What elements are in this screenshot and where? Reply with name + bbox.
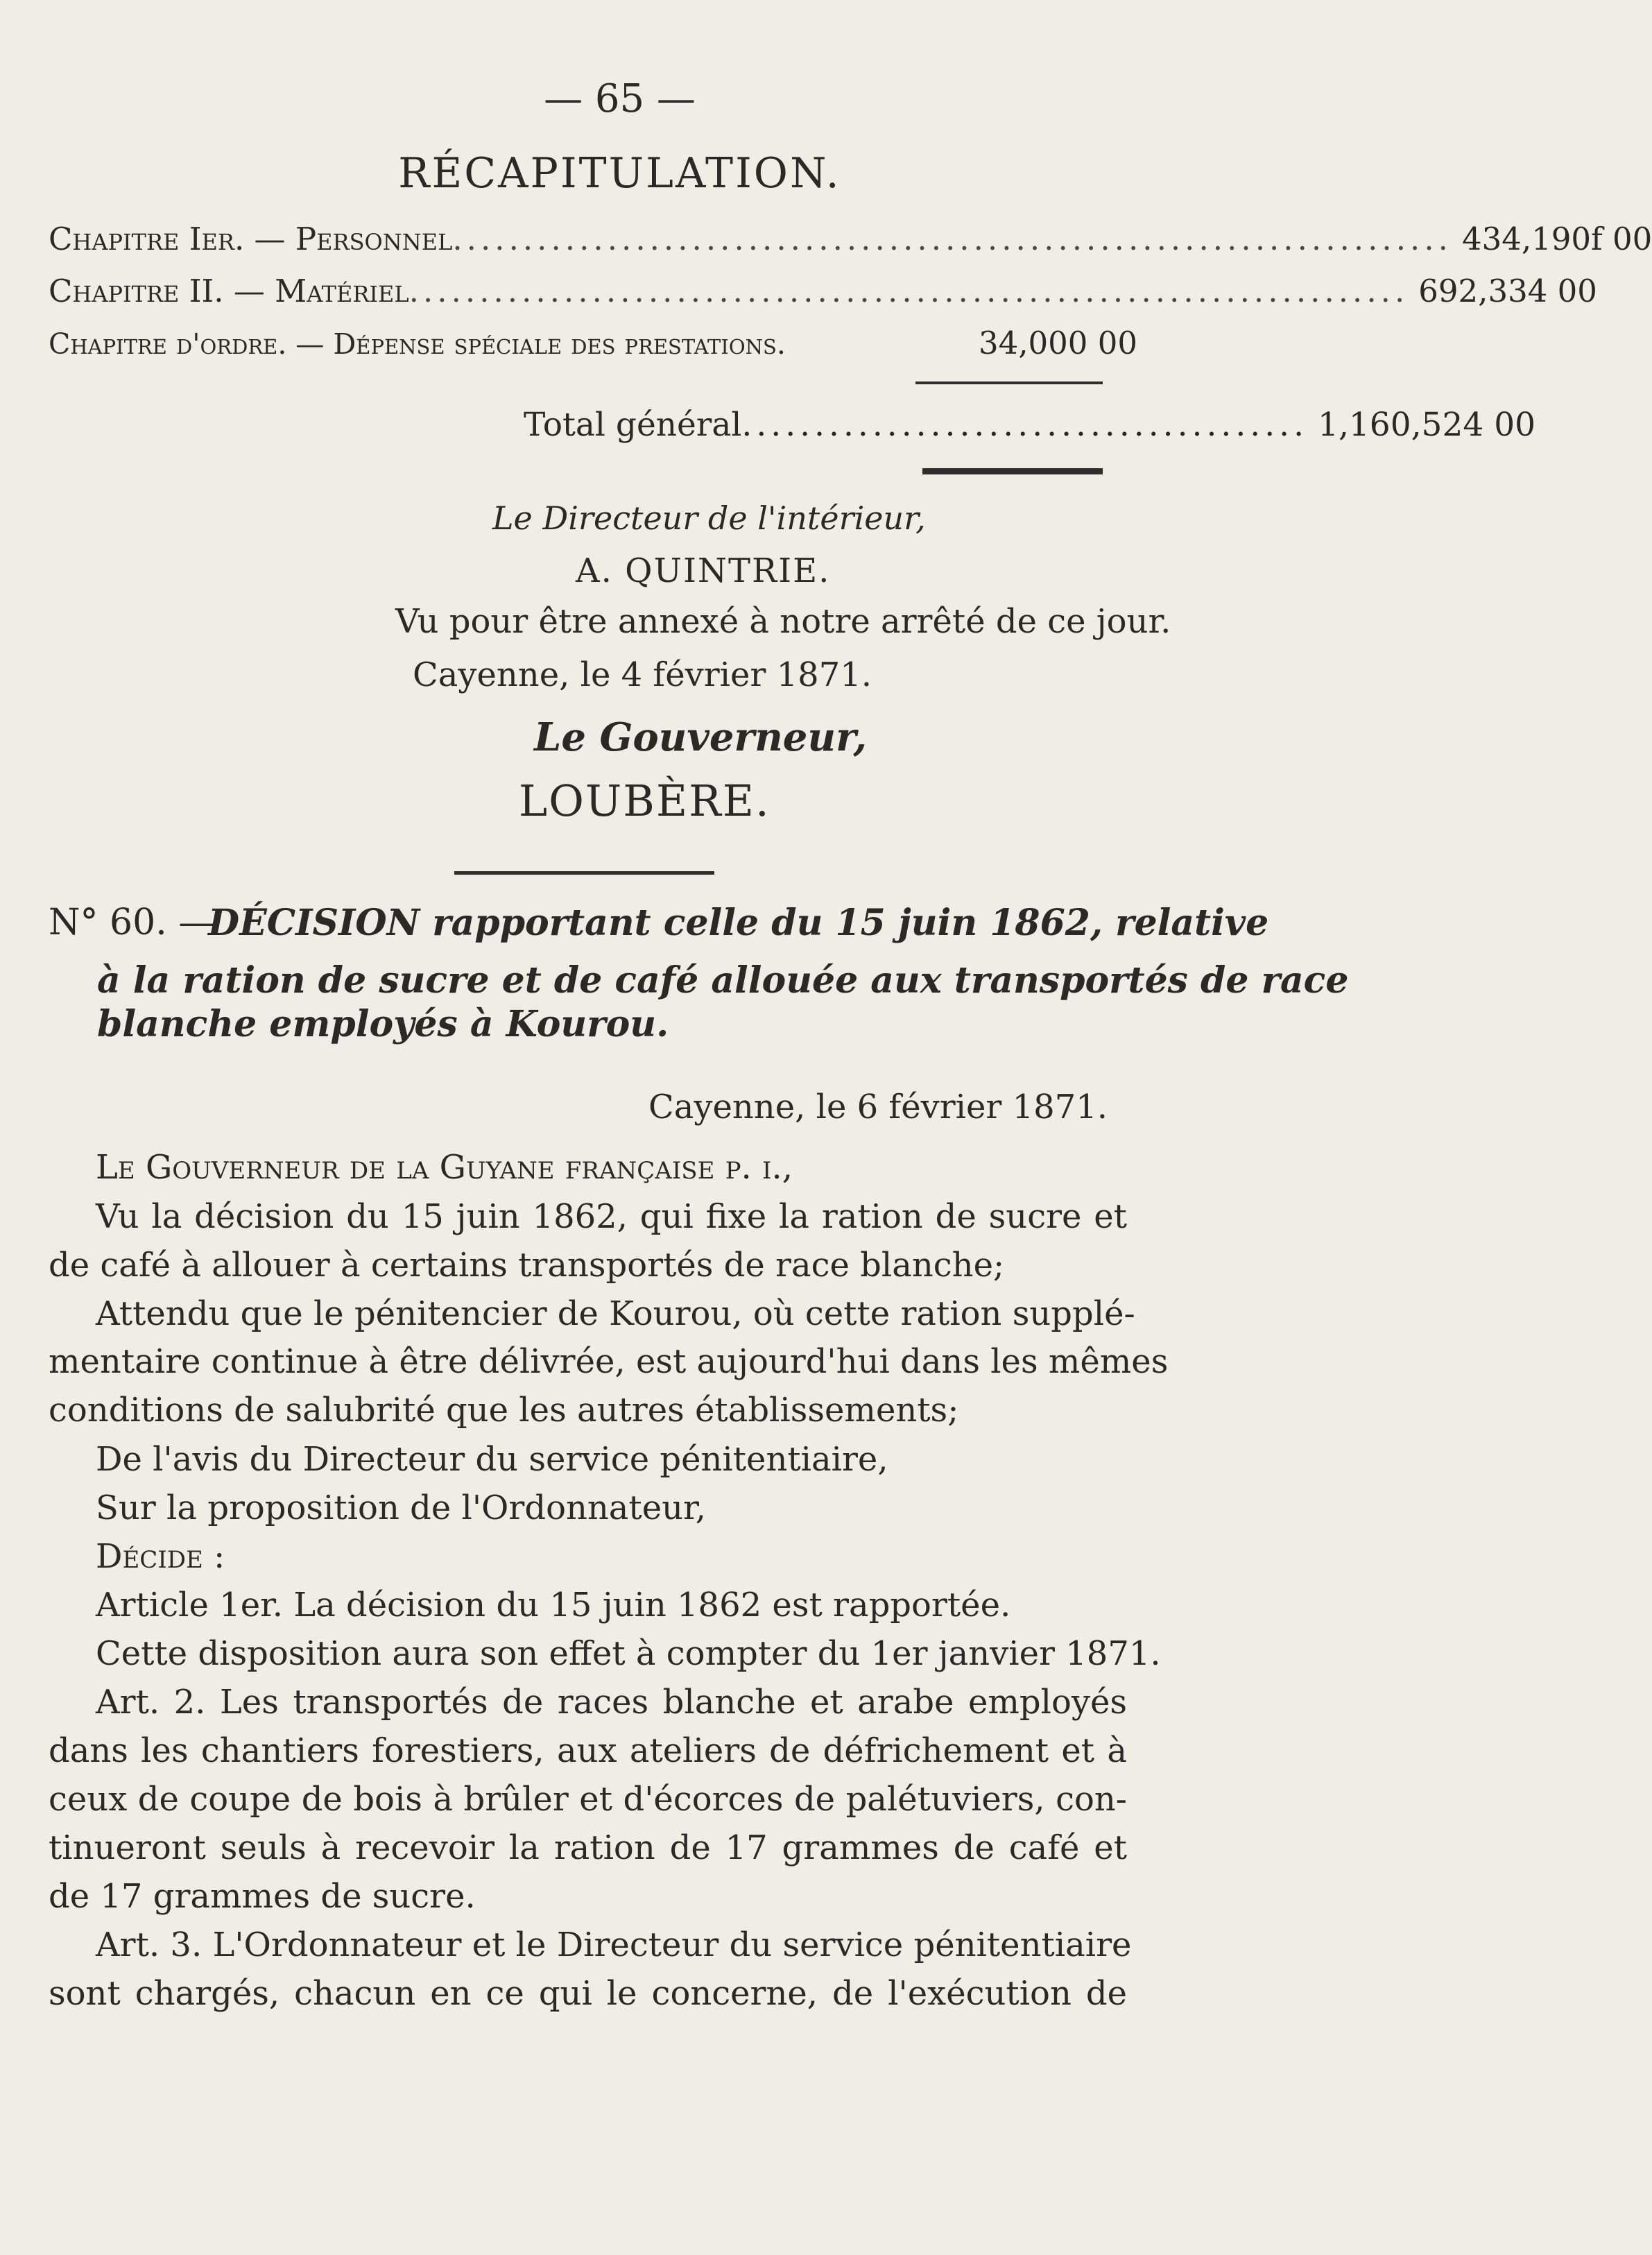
recap-label: Chapitre Ier. — Personnel: [49, 221, 453, 257]
body-line: ceux de coupe de bois à brûler et d'écorces de palétuviers, con-: [49, 1780, 1127, 1819]
body-line: mentaire continue à être délivrée, est aujourd'hui dans les mêmes: [49, 1342, 1169, 1381]
body-line: Cette disposition aura son effet à compter du 1er janvier 1871.: [96, 1634, 1161, 1673]
recap-title: RÉCAPITULATION.: [398, 149, 841, 198]
recap-amount: 34,000 00: [978, 325, 1137, 361]
body-line: sont chargés, chacun en ce qui le concerne, de l'exécution de: [49, 1974, 1127, 2013]
body-line: Attendu que le pénitencier de Kourou, où cette ration supplé-: [96, 1294, 1135, 1333]
recap-row: [49, 273, 1597, 309]
annex-line: Vu pour être annexé à notre arrêté de ce jour.: [395, 602, 1171, 641]
decision-title-line: DÉCISION rapportant celle du 15 juin 1862, relative: [208, 902, 1269, 944]
recap-label: Chapitre d'ordre. — Dépense spéciale des prestations.: [49, 327, 786, 361]
total-amount: 1,160,524 00: [1318, 406, 1536, 444]
body-line: Le Gouverneur de la Guyane française p. i.,: [96, 1148, 793, 1187]
body-line: Article 1er. La décision du 15 juin 1862 est rapportée.: [96, 1586, 1011, 1624]
section-rule: [454, 871, 714, 875]
governor-name: LOUBÈRE.: [519, 775, 771, 826]
total-double-rule: [922, 468, 1103, 474]
decision-number: N° 60. —: [49, 902, 215, 943]
recap-amount: 434,190f 00: [1461, 221, 1652, 257]
page-number: — 65 —: [544, 76, 696, 121]
total-row: [524, 406, 1536, 444]
body-line: Décide :: [96, 1537, 225, 1576]
recap-label: Chapitre II. — Matériel: [49, 273, 409, 309]
body-line: Sur la proposition de l'Ordonnateur,: [96, 1489, 706, 1527]
decision-title-line: blanche employés à Kourou.: [97, 1003, 669, 1045]
decision-dateline: Cayenne, le 6 février 1871.: [648, 1088, 1108, 1126]
body-line: Art. 2. Les transportés de races blanche et arabe employés: [96, 1683, 1127, 1722]
governor-title: Le Gouverneur,: [534, 714, 868, 760]
leader-dots: .......................................................................: [408, 273, 1409, 309]
leader-dots: .......................................................................: [452, 221, 1452, 257]
body-line: de 17 grammes de sucre.: [49, 1877, 476, 1916]
director-name: A. QUINTRIE.: [576, 551, 831, 590]
body-line: dans les chantiers forestiers, aux ateliers de défrichement et à: [49, 1731, 1127, 1770]
body-line: De l'avis du Directeur du service pénitentiaire,: [96, 1440, 888, 1479]
body-line: conditions de salubrité que les autres établissements;: [49, 1391, 959, 1430]
total-label: Total général: [524, 406, 742, 444]
director-title: Le Directeur de l'intérieur,: [492, 499, 926, 537]
body-line: Vu la décision du 15 juin 1862, qui fixe la ration de sucre et: [96, 1197, 1127, 1236]
body-line: de café à allouer à certains transportés de race blanche;: [49, 1246, 1005, 1285]
decision-title-line: à la ration de sucre et de café allouée aux transportés de race: [97, 959, 1349, 1002]
body-line: Art. 3. L'Ordonnateur et le Directeur du service pénitentiaire: [96, 1926, 1132, 1964]
recap-amount: 692,334 00: [1418, 273, 1597, 309]
leader-dots: .......................................: [741, 406, 1309, 444]
subtotal-rule: [915, 381, 1103, 384]
recap-row: [49, 221, 1652, 257]
annex-date: Cayenne, le 4 février 1871.: [413, 655, 872, 694]
recap-row: [49, 325, 1137, 361]
body-line: tinueront seuls à recevoir la ration de 17 grammes de café et: [49, 1828, 1127, 1867]
